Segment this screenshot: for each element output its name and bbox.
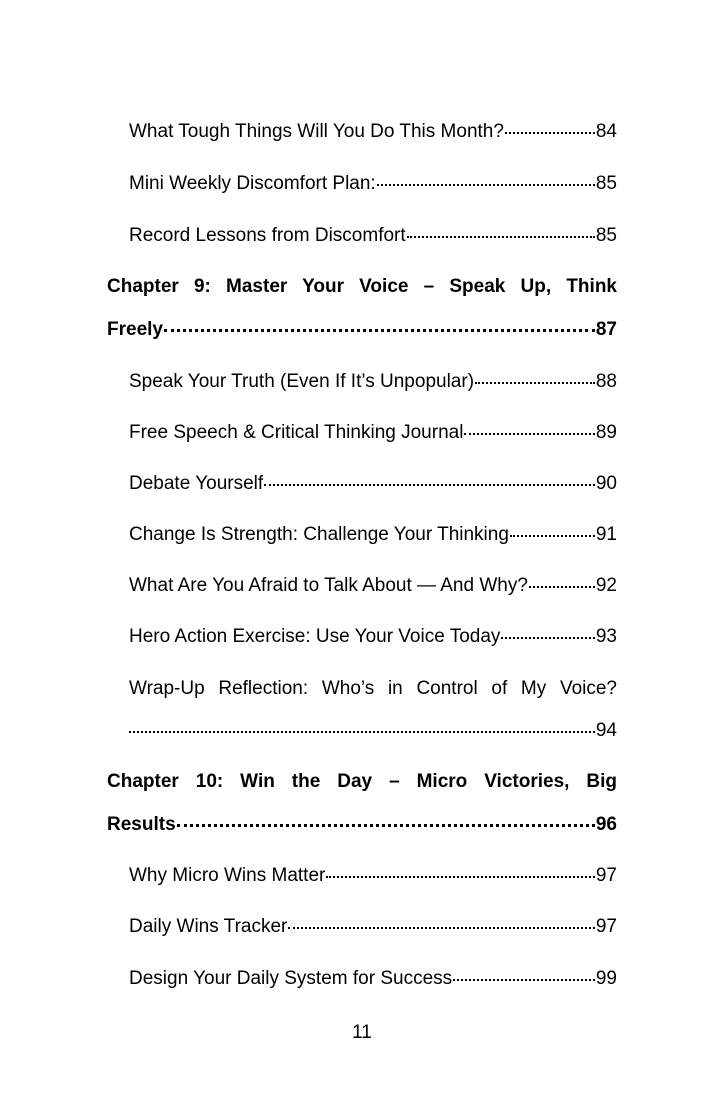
toc-entry[interactable] bbox=[129, 421, 617, 445]
dot-leader bbox=[264, 484, 595, 486]
toc-entry-page: 97 bbox=[595, 916, 617, 937]
dot-leader bbox=[475, 382, 595, 384]
toc-entry-title: Free Speech & Critical Thinking Journal bbox=[129, 422, 464, 443]
dot-leader bbox=[164, 329, 595, 332]
toc-entry-title: Why Micro Wins Matter bbox=[129, 865, 326, 886]
toc-entry-page: 89 bbox=[595, 422, 617, 443]
toc-entry-title: Change Is Strength: Challenge Your Thinking bbox=[129, 524, 509, 545]
chapter-page: 96 bbox=[595, 814, 617, 835]
toc-entry-title: Speak Your Truth (Even If It’s Unpopular) bbox=[129, 371, 475, 392]
dot-leader bbox=[510, 535, 595, 537]
toc-entry-title: Hero Action Exercise: Use Your Voice Today bbox=[129, 626, 501, 647]
chapter-heading-line2[interactable] bbox=[107, 318, 617, 342]
dot-leader bbox=[529, 586, 595, 588]
dot-leader bbox=[326, 876, 595, 878]
toc-entry-page: 90 bbox=[595, 473, 617, 494]
toc-entry[interactable] bbox=[129, 120, 617, 144]
dot-leader bbox=[288, 927, 595, 929]
toc-entry-page: 92 bbox=[595, 575, 617, 596]
toc-entry[interactable] bbox=[129, 967, 617, 991]
chapter-page: 87 bbox=[595, 319, 617, 340]
toc-entry-page: 97 bbox=[595, 865, 617, 886]
toc-entry-title: Design Your Daily System for Success bbox=[129, 968, 453, 989]
toc-entry-page: 93 bbox=[595, 626, 617, 647]
toc-entry-page: 85 bbox=[595, 225, 617, 246]
chapter-heading-line1[interactable] bbox=[107, 275, 617, 299]
toc-entry[interactable] bbox=[129, 864, 617, 888]
dot-leader bbox=[505, 132, 595, 134]
page-number: 11 bbox=[352, 1022, 372, 1043]
toc-entry-title: Wrap-Up Reflection: Who’s in Control of My Voice? bbox=[129, 678, 617, 699]
chapter-title-continued: Results bbox=[107, 814, 176, 835]
toc-entry-page: 84 bbox=[595, 121, 617, 142]
toc-entry[interactable] bbox=[129, 224, 617, 248]
chapter-title-continued: Freely bbox=[107, 319, 163, 340]
dot-leader bbox=[453, 979, 595, 981]
toc-entry-page: 85 bbox=[595, 173, 617, 194]
dot-leader bbox=[501, 637, 594, 639]
dot-leader bbox=[377, 184, 595, 186]
toc-entry[interactable] bbox=[129, 370, 617, 394]
toc-entry-title: Debate Yourself bbox=[129, 473, 264, 494]
toc-entry[interactable] bbox=[129, 915, 617, 939]
toc-entry-title: What Are You Afraid to Talk About — And Why? bbox=[129, 575, 528, 596]
toc-entry-page: 88 bbox=[595, 371, 617, 392]
dot-leader bbox=[177, 824, 595, 827]
toc-entry-page: 91 bbox=[595, 524, 617, 545]
toc-entry-page: 99 bbox=[595, 968, 617, 989]
dot-leader bbox=[464, 433, 594, 435]
toc-entry-title: What Tough Things Will You Do This Month? bbox=[129, 121, 504, 142]
toc-entry[interactable] bbox=[129, 574, 617, 598]
toc-entry[interactable] bbox=[129, 172, 617, 196]
toc-entry-title: Record Lessons from Discomfort bbox=[129, 225, 406, 246]
chapter-heading-line2[interactable] bbox=[107, 813, 617, 837]
toc-entry[interactable] bbox=[129, 523, 617, 547]
chapter-title: Chapter 9: Master Your Voice – Speak Up, Think bbox=[107, 276, 617, 297]
toc-entry-title: Daily Wins Tracker bbox=[129, 916, 288, 937]
dot-leader bbox=[407, 236, 595, 238]
chapter-heading-line1[interactable] bbox=[107, 770, 617, 794]
toc-entry-title: Mini Weekly Discomfort Plan: bbox=[129, 173, 376, 194]
toc-entry-line1[interactable] bbox=[129, 677, 617, 701]
toc-entry[interactable] bbox=[129, 625, 617, 649]
toc-entry-line2[interactable] bbox=[129, 719, 617, 743]
chapter-title: Chapter 10: Win the Day – Micro Victories, Big bbox=[107, 771, 617, 792]
toc-entry-page: 94 bbox=[595, 720, 617, 741]
dot-leader bbox=[129, 731, 595, 733]
toc-entry[interactable] bbox=[129, 472, 617, 496]
